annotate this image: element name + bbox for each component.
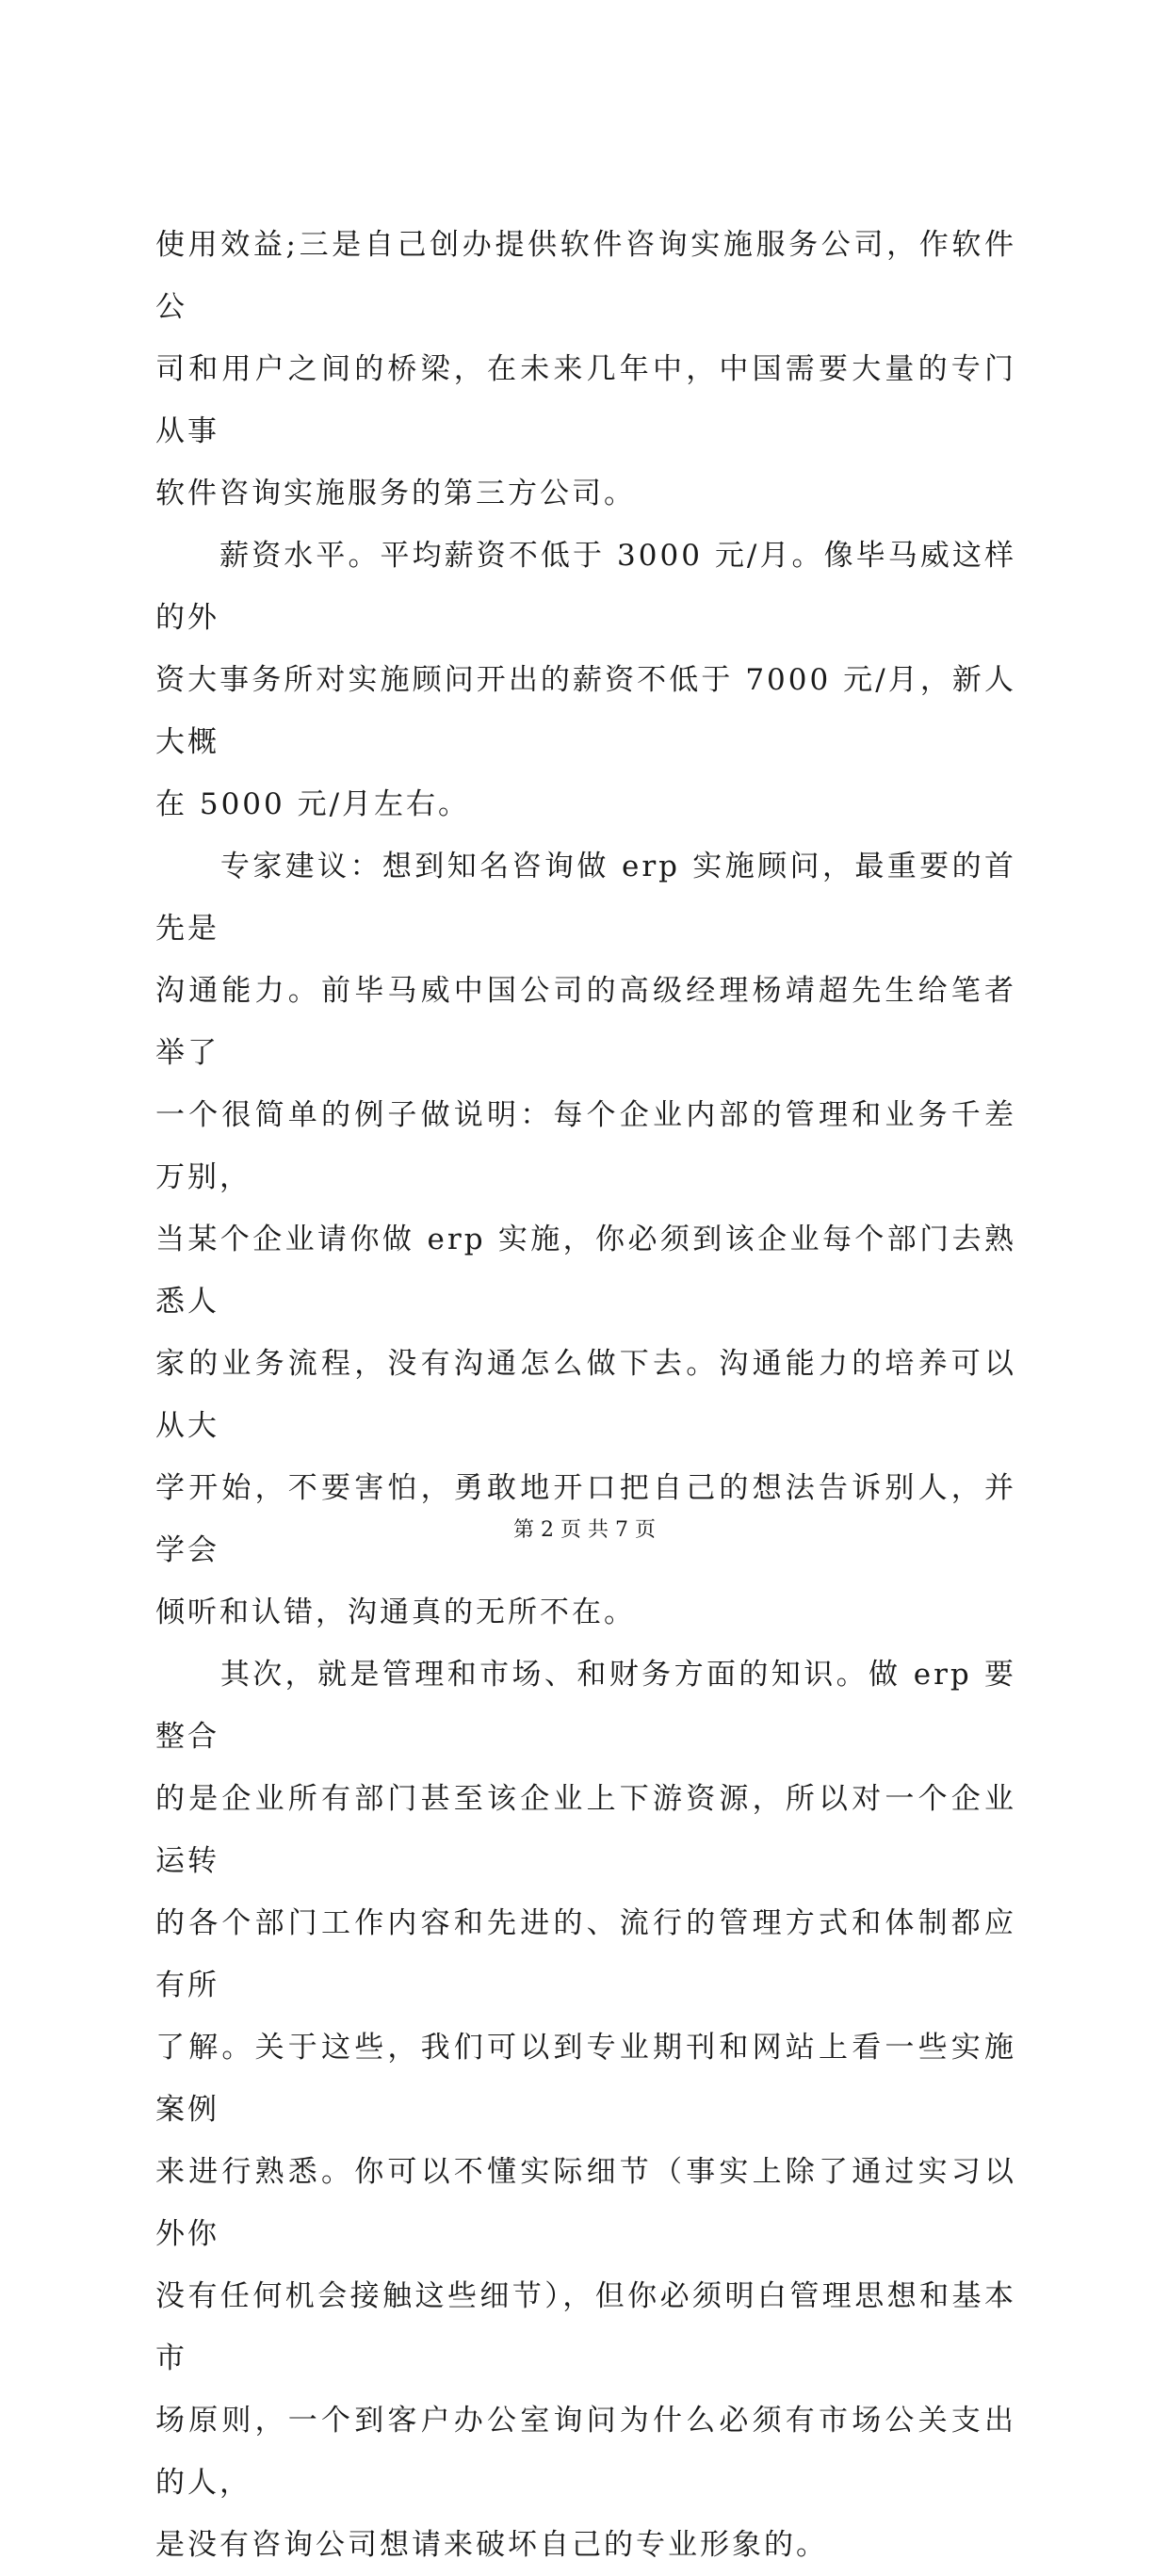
text-line: 倾听和认错，沟通真的无所不在。 <box>155 1596 636 1629</box>
text-line: 来进行熟悉。你可以不懂实际细节（事实上除了通过实习以外你 <box>155 2155 1016 2251</box>
text-line: 是没有咨询公司想请来破坏自己的专业形象的。 <box>155 2528 828 2562</box>
page-footer: 第 2 页 共 7 页 <box>513 1518 656 1542</box>
text-line: 资大事务所对实施顾问开出的薪资不低于 7000 元/月，新人大概 <box>155 663 1016 759</box>
text-line: 使用效益;三是自己创办提供软件咨询实施服务公司，作软件公 <box>155 228 1016 324</box>
text-line: 场原则，一个到客户办公室询问为什么必须有市场公关支出的人， <box>155 2404 1016 2500</box>
text-line: 家的业务流程，没有沟通怎么做下去。沟通能力的培养可以从大 <box>155 1347 1016 1443</box>
text-line: 的是企业所有部门甚至该企业上下游资源，所以对一个企业运转 <box>155 1782 1016 1878</box>
text-line: 其次，就是管理和市场、和财务方面的知识。做 erp 要整合 <box>155 1658 1016 1754</box>
text-line: 当某个企业请你做 erp 实施，你必须到该企业每个部门去熟悉人 <box>155 1223 1016 1319</box>
text-line: 了解。关于这些，我们可以到专业期刊和网站上看一些实施案例 <box>155 2031 1016 2127</box>
text-line: 软件咨询实施服务的第三方公司。 <box>155 477 636 510</box>
text-line: 的各个部门工作内容和先进的、流行的管理方式和体制都应有所 <box>155 1906 1016 2002</box>
text-line: 专家建议：想到知名咨询做 erp 实施顾问，最重要的首先是 <box>155 850 1016 946</box>
text-line: 薪资水平。平均薪资不低于 3000 元/月。像毕马威这样的外 <box>155 539 1016 635</box>
text-line: 司和用户之间的桥梁，在未来几年中，中国需要大量的专门从事 <box>155 352 1016 448</box>
document-body <box>155 214 1016 2576</box>
text-line: 沟通能力。前毕马威中国公司的高级经理杨靖超先生给笔者举了 <box>155 974 1016 1070</box>
text-line: 没有任何机会接触这些细节），但你必须明白管理思想和基本市 <box>155 2279 1016 2375</box>
text-line: 一个很简单的例子做说明：每个企业内部的管理和业务千差万别， <box>155 1098 1016 1194</box>
text-line: 学开始，不要害怕，勇敢地开口把自己的想法告诉别人，并学会 <box>155 1471 1016 1567</box>
text-line: 在 5000 元/月左右。 <box>155 787 471 821</box>
